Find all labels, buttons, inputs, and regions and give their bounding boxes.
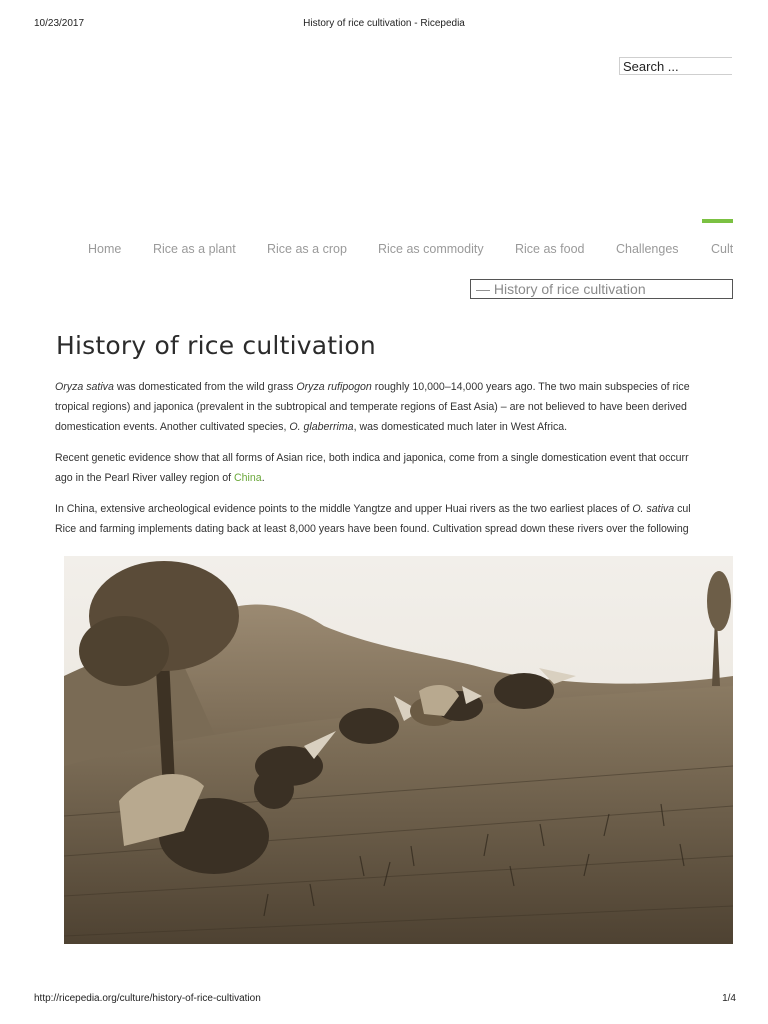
nav-item-rice-as-a-plant[interactable]: Rice as a plant [153,242,236,256]
nav-item-rice-as-commodity[interactable]: Rice as commodity [378,242,484,256]
print-url: http://ricepedia.org/culture/history-of-rice-cultivation [34,993,261,1004]
paragraph-line [55,377,733,397]
paragraph-line [55,417,733,437]
article-paragraph [55,499,733,539]
text-segment: cul [674,503,691,515]
text-segment: ago in the Pearl River valley region of [55,472,235,484]
page-title: History of rice cultivation [56,331,376,360]
text-segment: tropical regions) and japonica (prevalent in the subtropical and temperate regions of East Asia) – are not believed to have been derived [55,401,687,413]
text-segment: In China, extensive archeological evidence points to the middle Yangtze and upper Huai rivers as the two earliest places of [55,503,633,515]
paragraph-line [55,448,733,468]
active-nav-indicator [702,219,733,223]
paragraph-line [55,397,733,417]
print-date: 10/23/2017 [34,18,85,29]
print-page-number: 1/4 [722,993,736,1004]
species-name: O. glaberrima [289,421,354,433]
nav-item-culture[interactable]: Cult [711,242,733,256]
subsection-dropdown[interactable]: — History of rice cultivation [470,279,733,299]
search-input[interactable]: Search ... [619,57,732,75]
species-name: Oryza sativa [55,381,114,393]
species-name: Oryza rufipogon [296,381,372,393]
nav-item-challenges[interactable]: Challenges [616,242,679,256]
article-paragraph [55,448,733,488]
china-link[interactable]: China [234,472,262,484]
text-segment: . [261,472,265,484]
main-navigation [88,242,733,262]
print-page-title: History of rice cultivation - Ricepedia [303,18,465,29]
nav-item-rice-as-a-crop[interactable]: Rice as a crop [267,242,347,256]
rice-farmers-photo [64,556,733,944]
paragraph-line [55,499,733,519]
text-segment: domestication events. Another cultivated species, [55,421,290,433]
paragraph-line [55,468,733,488]
text-segment: was domesticated from the wild grass [113,381,297,393]
nav-item-home[interactable]: Home [88,242,122,256]
paragraph-line [55,519,733,539]
article-body [55,377,733,550]
article-paragraph [55,377,733,437]
text-segment: Recent genetic evidence show that all forms of Asian rice, both indica and japonica, come from a single domestication event that occurr [55,452,689,464]
species-name: O. sativa [632,503,675,515]
nav-item-rice-as-food[interactable]: Rice as food [515,242,585,256]
text-segment: , was domesticated much later in West Africa. [353,421,568,433]
text-segment: roughly 10,000–14,000 years ago. The two main subspecies of rice [371,381,690,393]
text-segment: Rice and farming implements dating back at least 8,000 years have been found. Cultivation spread down these rivers over the following [55,523,689,535]
